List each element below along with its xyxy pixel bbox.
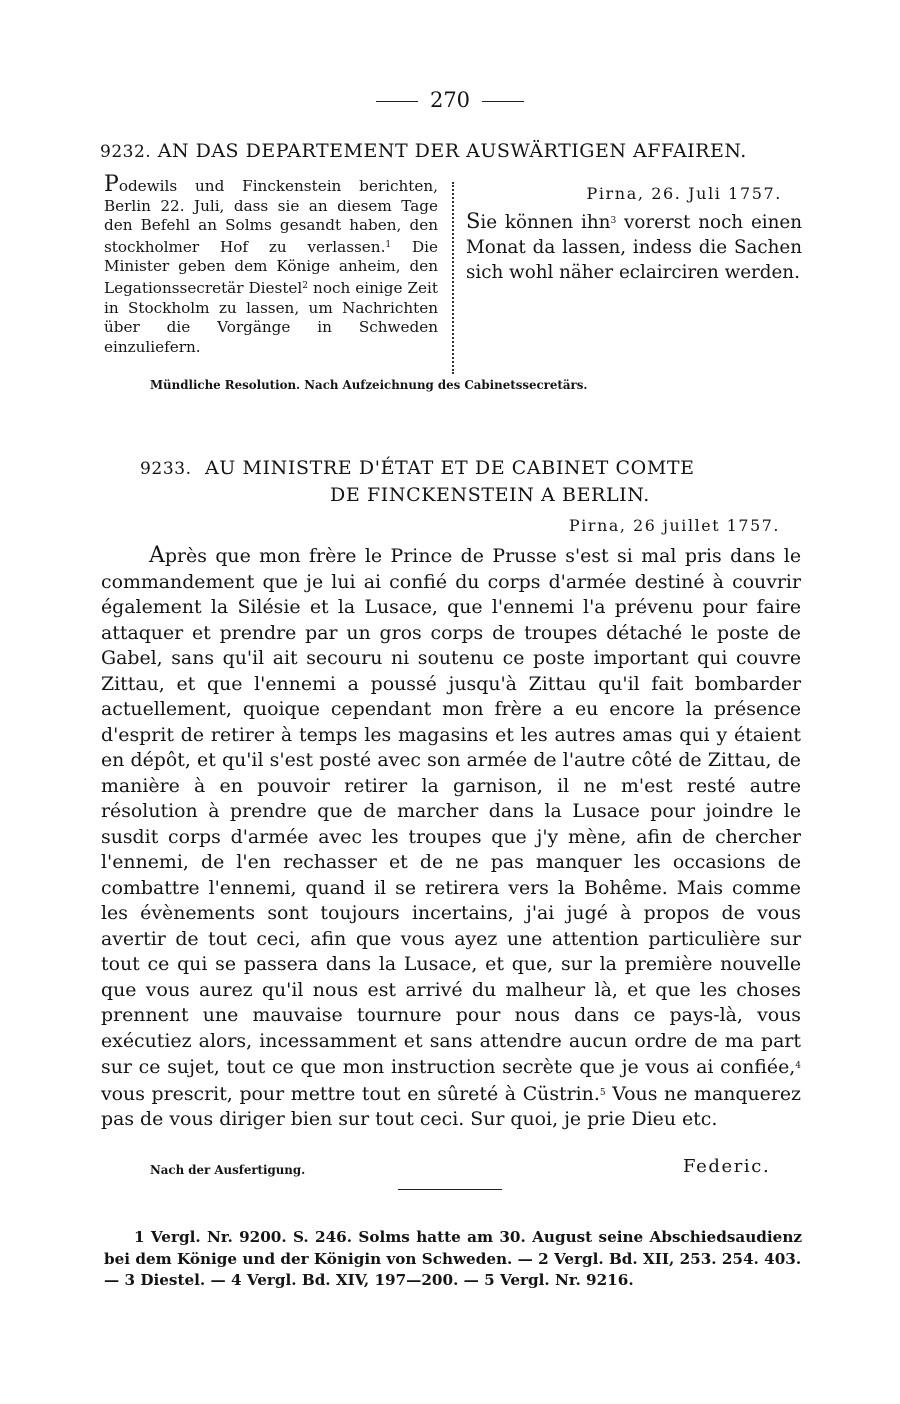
letter-9233-title-line2: DE FINCKENSTEIN A BERLIN.: [330, 484, 650, 506]
footnotes: [104, 1227, 802, 1292]
summary-footnote-2: 2: [302, 280, 309, 291]
signature: Federic.: [683, 1156, 771, 1177]
body-footnote-5: 5: [599, 1087, 606, 1098]
page-number-text: 270: [429, 88, 471, 112]
page-number: [0, 88, 900, 112]
summary-text-2: Die Minister geben dem Könige anheim, den Legationssecretär Diestel: [104, 237, 438, 297]
letter-9233-place-date: Pirna, 26 juillet 1757.: [569, 516, 780, 535]
summary-footnote-1: 1: [385, 239, 392, 250]
letter-9232-source-note: Mündliche Resolution. Nach Aufzeichnung des Cabinetssecretärs.: [150, 378, 588, 392]
letter-9232-heading: [100, 140, 747, 162]
letter-9233-number: 9233.: [140, 459, 192, 479]
column-divider: [452, 182, 454, 374]
letter-9233-body: [101, 543, 801, 1133]
letter-9233-heading-line1: [140, 455, 800, 482]
reply-initial: S: [466, 209, 481, 233]
page-number-dash-right: [482, 101, 524, 102]
letter-9232-summary: [104, 172, 439, 357]
page-number-dash-left: [376, 101, 418, 102]
letter-9232-title: AN DAS DEPARTEMENT DER AUSWÄRTIGEN AFFAIREN.: [157, 140, 747, 162]
letter-9232-reply: [466, 184, 802, 285]
footnote-line-2: — 3 Diestel. — 4 Vergl. Bd. XIV, 197—200. — 5 Vergl. Nr. 9216.: [104, 1271, 634, 1289]
summary-text-3: noch einige Zeit in Stockholm zu lassen, um Nachrichten über die Vorgänge in Schweden einzuliefern.: [104, 278, 439, 356]
letter-9233-heading: [140, 455, 800, 508]
footnote-line-1: 1 Vergl. Nr. 9200. S. 246. Solms hatte am 30. August seine Abschiedsaudienz bei dem Könige und der Königin von Schweden. — 2 Vergl. Bd. XII, 253. 254. 403.: [104, 1228, 802, 1268]
summary-text: odewils und Finckenstein berichten, Berlin 22. Juli, dass sie an diesem Tage den Befehl an Solms gesandt haben, den stockholmer Hof zu verlassen.: [104, 177, 438, 256]
body-text-3: Vous ne manquerez pas de vous diriger bien sur tout ceci. Sur quoi, je prie Dieu etc.: [101, 1082, 801, 1130]
reply-text-block: [466, 209, 802, 285]
body-text-1: près que mon frère le Prince de Prusse s'est si mal pris dans le commandement que je lui ai confié du corps d'armée destiné à couvrir également la Silésie et la Lusace, que l'ennemi l'a prévenu pour faire attaquer et prendre par un gros corps de troupes détaché le poste de Gabel, sans qu'il ait secouru ni soutenu ce poste important qui couvre Zittau, et que l'ennemi a poussé jusqu'à Zittau qu'il fait bombarder actuellement, quoique cependant mon frère a eu encore la présence d'esprit de retirer à temps les magasins et les autres amas qui y étaient en dépôt, et qu'il s'est posté avec son armée de l'autre côté de Zittau, de manière à en pouvoir retirer la garnison, il ne m'est resté autre résolution à prendre que de marcher dans la Lusace pour joindre le susdit corps d'armée avec les troupes que j'y mène, afin de chercher l'ennemi, de l'en rechasser et de ne pas manquer les occasions de combattre l'ennemi, quand il se retirera vers la Bohême. Mais comme les évènements sont toujours incertains, j'ai jugé à propos de vous avertir de tout ceci, afin que vous ayez une attention particulière sur tout ce qui se passera dans la Lusace, et que, sur la première nouvelle que vous aurez qu'il nous est arrivé du malheur là, et que les choses prennent une mauvaise tournure pour nous dans ce pays-là, vous exécutiez alors, incessamment et sans attendre aucun ordre de ma part sur ce sujet, tout ce que mon instruction secrète que je vous ai confiée,: [101, 545, 801, 1078]
summary-initial: P: [104, 172, 119, 197]
body-initial: A: [149, 543, 165, 568]
reply-footnote-3: 3: [610, 216, 617, 226]
body-text-2: vous prescrit, pour mettre tout en sûreté à Cüstrin.: [101, 1082, 600, 1105]
letter-9232-number: 9232.: [100, 142, 152, 162]
reply-text-2: vorerst noch einen Monat da lassen, indess die Sachen sich wohl näher eclairciren werden.: [466, 212, 802, 283]
footnote-rule: [398, 1189, 502, 1190]
reply-text: ie können ihn: [480, 212, 611, 233]
letter-9232-place-date: Pirna, 26. Juli 1757.: [586, 184, 782, 203]
body-footnote-4: 4: [795, 1061, 801, 1071]
letter-9233-source-note: Nach der Ausfertigung.: [150, 1163, 306, 1177]
letter-9233-title-line1: AU MINISTRE D'ÉTAT ET DE CABINET COMTE: [204, 457, 695, 479]
